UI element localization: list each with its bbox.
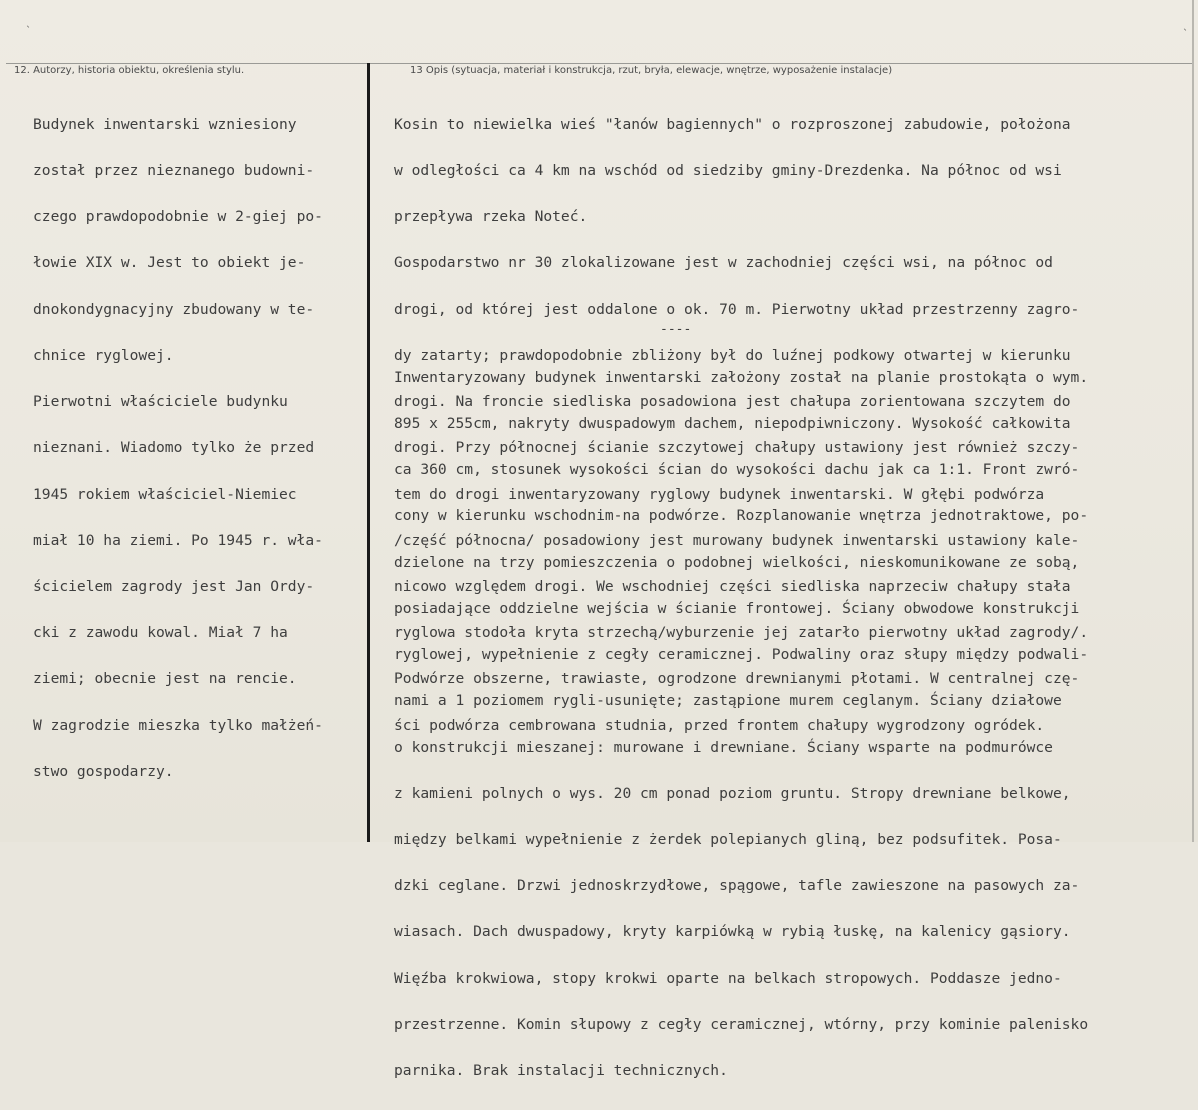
text-line: drogi. Na froncie siedliska posadowiona jest chałupa zorientowana szczytem do xyxy=(394,393,1071,411)
text-line: cony w kierunku wschodnim-na podwórze. Rozplanowanie wnętrza jednotraktowe, po- xyxy=(394,507,1089,525)
section-13-header: 13 Opis (sytuacja, materiał i konstrukcja, rzut, bryła, elewacje, wnętrze, wyposażenie instalacje) xyxy=(410,65,893,76)
text-line: drogi, od której jest oddalone o ok. 70 m. Pierwotny układ przestrzenny zagro- xyxy=(394,300,1080,318)
text-line: ryglowej, wypełnienie z cegły ceramicznej. Podwaliny oraz słupy między podwali- xyxy=(394,646,1089,664)
text-line: Gospodarstwo nr 30 zlokalizowane jest w zachodniej części wsi, na północ od xyxy=(394,254,1053,272)
text-line: Podwórze obszerne, trawiaste, ogrodzone drewnianymi płotami. W centralnej czę- xyxy=(394,670,1080,688)
section-divider: ---- xyxy=(660,322,692,337)
header-rule xyxy=(6,63,1192,64)
text-line: nicowo względem drogi. We wschodniej części siedliska naprzeciw chałupy stała xyxy=(394,578,1071,595)
text-line: parnika. Brak instalacji technicznych. xyxy=(394,1062,728,1080)
text-line: /część północna/ posadowiony jest murowany budynek inwentarski ustawiony kale- xyxy=(394,531,1080,549)
text-line: dzielone na trzy pomieszczenia o podobnej wielkości, nieskomunikowane ze sobą, xyxy=(394,553,1080,571)
text-line: z kamieni polnych o wys. 20 cm ponad poziom gruntu. Stropy drewniane belkowe, xyxy=(394,784,1071,802)
text-line: ści podwórza cembrowana studnia, przed frontem chałupy wygrodzony ogródek. xyxy=(394,716,1045,734)
text-line: Kosin to niewielka wieś "łanów bagiennych" o rozproszonej zabudowie, położona xyxy=(394,115,1071,133)
scan-speck: ˎ xyxy=(1183,20,1188,31)
text-line: dzki ceglane. Drzwi jednoskrzydłowe, spągowe, tafle zawieszone na pasowych za- xyxy=(394,877,1080,895)
text-line: Pierwotni właściciele budynku xyxy=(33,393,288,411)
scan-speck: ˎ xyxy=(26,17,31,28)
text-line: cki z zawodu kowal. Miał 7 ha xyxy=(33,624,288,642)
text-line: stwo gospodarzy. xyxy=(33,762,174,780)
text-line: przepływa rzeka Noteć. xyxy=(394,208,588,226)
text-line: Więźba krokwiowa, stopy krokwi oparte na belkach stropowych. Poddasze jedno- xyxy=(394,969,1062,987)
text-line: nieznani. Wiadomo tylko że przed xyxy=(33,439,315,457)
text-line: W zagrodzie mieszka tylko małżeń- xyxy=(33,716,323,734)
text-line: o konstrukcji mieszanej: murowane i drewniane. Ściany wsparte na podmurówce xyxy=(394,738,1053,756)
text-line: tem do drogi inwentaryzowany ryglowy budynek inwentarski. W głębi podwórza xyxy=(394,485,1045,503)
building-description-text xyxy=(394,339,1088,1109)
text-line: między belkami wypełnienie z żerdek polepianych gliną, bez podsufitek. Posa- xyxy=(394,831,1062,848)
text-line: chnice ryglowej. xyxy=(33,346,174,364)
text-line: został przez nieznanego budowni- xyxy=(33,162,315,180)
text-line: nami a 1 poziomem rygli-usunięte; zastąpione murem ceglanym. Ściany działowe xyxy=(394,692,1062,710)
text-line: przestrzenne. Komin słupowy z cegły ceramicznej, wtórny, przy kominie palenisko xyxy=(394,1015,1089,1033)
column-divider xyxy=(367,63,370,842)
text-line: posiadające oddzielne wejścia w ścianie frontowej. Ściany obwodowe konstrukcji xyxy=(394,599,1080,617)
text-line: w odległości ca 4 km na wschód od siedziby gminy-Drezdenka. Na północ od wsi xyxy=(394,162,1062,180)
text-line: miał 10 ha ziemi. Po 1945 r. wła- xyxy=(33,531,323,549)
text-line: ścicielem zagrody jest Jan Ordy- xyxy=(33,578,315,595)
text-line: Inwentaryzowany budynek inwentarski założony został na planie prostokąta o wym. xyxy=(394,368,1089,386)
section-12-header: 12. Autorzy, historia obiektu, określenia stylu. xyxy=(14,65,245,76)
text-line: 895 x 255cm, nakryty dwuspadowym dachem, niepodpiwniczony. Wysokość całkowita xyxy=(394,415,1071,433)
text-line: Budynek inwentarski wzniesiony xyxy=(33,115,297,133)
text-line: ziemi; obecnie jest na rencie. xyxy=(33,670,297,688)
text-line: dnokondygnacyjny zbudowany w te- xyxy=(33,300,315,318)
text-line: 1945 rokiem właściciel-Niemiec xyxy=(33,485,297,503)
history-text xyxy=(33,86,323,810)
text-line: łowie XIX w. Jest to obiekt je- xyxy=(33,254,306,272)
text-line: dy zatarty; prawdopodobnie zbliżony był do luźnej podkowy otwartej w kierunku xyxy=(394,346,1071,364)
text-line: drogi. Przy północnej ścianie szczytowej chałupy ustawiony jest również szczy- xyxy=(394,439,1080,457)
text-line: wiasach. Dach dwuspadowy, kryty karpiówką w rybią łuskę, na kalenicy gąsiory. xyxy=(394,923,1071,941)
page-edge xyxy=(1192,0,1194,842)
text-line: czego prawdopodobnie w 2-giej po- xyxy=(33,208,323,226)
text-line: ryglowa stodoła kryta strzechą/wyburzenie jej zatarło pierwotny układ zagrody/. xyxy=(394,624,1089,642)
text-line: ca 360 cm, stosunek wysokości ścian do wysokości dachu jak ca 1:1. Front zwró- xyxy=(394,461,1080,479)
